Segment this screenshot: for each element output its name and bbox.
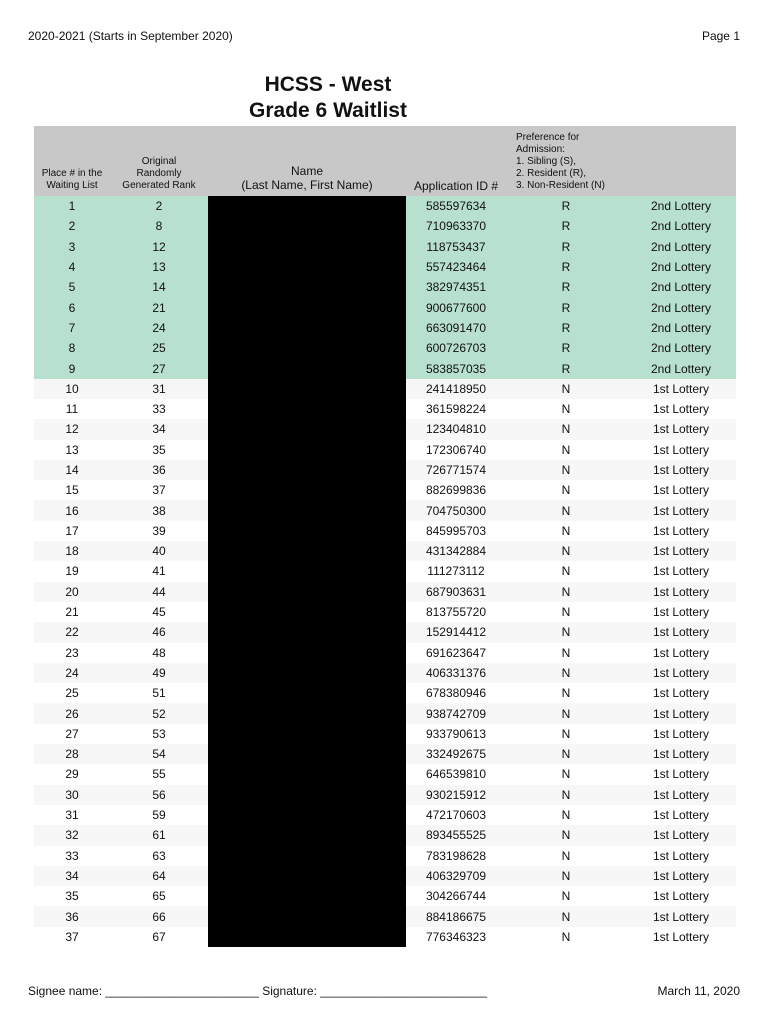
lottery-cell: 1st Lottery <box>626 927 736 947</box>
application-id-cell: 900677600 <box>406 297 506 317</box>
application-id-cell: 691623647 <box>406 643 506 663</box>
preference-cell: N <box>506 724 626 744</box>
application-id-cell: 406329709 <box>406 866 506 886</box>
rank-header-line: Original <box>141 156 177 167</box>
rank-cell: 40 <box>110 541 208 561</box>
table-row <box>34 460 736 480</box>
rank-cell: 65 <box>110 886 208 906</box>
lottery-cell: 2nd Lottery <box>626 196 736 216</box>
lottery-cell: 1st Lottery <box>626 379 736 399</box>
rank-cell: 38 <box>110 500 208 520</box>
place-cell: 1 <box>34 196 110 216</box>
pref-header-line: Admission: <box>516 144 565 155</box>
place-cell: 11 <box>34 399 110 419</box>
table-row <box>34 541 736 561</box>
name-cell-redacted <box>208 419 406 439</box>
lottery-cell: 1st Lottery <box>626 886 736 906</box>
place-cell: 21 <box>34 602 110 622</box>
preference-cell: N <box>506 805 626 825</box>
place-cell: 4 <box>34 257 110 277</box>
preference-cell: N <box>506 886 626 906</box>
name-cell-redacted <box>208 379 406 399</box>
place-cell: 16 <box>34 500 110 520</box>
name-cell-redacted <box>208 825 406 845</box>
lottery-cell: 1st Lottery <box>626 785 736 805</box>
rank-cell: 44 <box>110 582 208 602</box>
name-header-line: Name <box>290 164 323 178</box>
name-cell-redacted <box>208 460 406 480</box>
lottery-cell: 1st Lottery <box>626 521 736 541</box>
rank-cell: 55 <box>110 764 208 784</box>
rank-cell: 35 <box>110 440 208 460</box>
table-row <box>34 196 736 216</box>
place-cell: 22 <box>34 622 110 642</box>
application-id-cell: 813755720 <box>406 602 506 622</box>
lottery-cell: 1st Lottery <box>626 602 736 622</box>
place-column-header <box>34 126 110 196</box>
place-cell: 15 <box>34 480 110 500</box>
lottery-cell: 1st Lottery <box>626 744 736 764</box>
rank-cell: 61 <box>110 825 208 845</box>
place-cell: 8 <box>34 338 110 358</box>
rank-column-header <box>110 126 208 196</box>
rank-cell: 49 <box>110 663 208 683</box>
application-id-column-header: Application ID # <box>406 126 506 196</box>
preference-cell: R <box>506 318 626 338</box>
preference-cell: N <box>506 460 626 480</box>
rank-cell: 33 <box>110 399 208 419</box>
name-cell-redacted <box>208 846 406 866</box>
name-column-header <box>208 126 406 196</box>
name-cell-redacted <box>208 237 406 257</box>
table-row <box>34 703 736 723</box>
name-cell-redacted <box>208 744 406 764</box>
place-cell: 31 <box>34 805 110 825</box>
preference-column-header <box>506 126 626 196</box>
rank-header-line: Generated Rank <box>122 180 196 191</box>
place-cell: 36 <box>34 906 110 926</box>
preference-cell: N <box>506 683 626 703</box>
application-id-cell: 938742709 <box>406 703 506 723</box>
application-id-cell: 361598224 <box>406 399 506 419</box>
place-cell: 6 <box>34 297 110 317</box>
rank-cell: 56 <box>110 785 208 805</box>
place-cell: 12 <box>34 419 110 439</box>
place-cell: 33 <box>34 846 110 866</box>
table-row <box>34 785 736 805</box>
place-cell: 7 <box>34 318 110 338</box>
lottery-cell: 2nd Lottery <box>626 318 736 338</box>
name-cell-redacted <box>208 764 406 784</box>
table-row <box>34 886 736 906</box>
lottery-cell: 1st Lottery <box>626 866 736 886</box>
preference-cell: N <box>506 419 626 439</box>
preference-cell: N <box>506 379 626 399</box>
name-cell-redacted <box>208 927 406 947</box>
preference-cell: R <box>506 216 626 236</box>
table-row <box>34 277 736 297</box>
lottery-cell: 1st Lottery <box>626 399 736 419</box>
preference-cell: N <box>506 480 626 500</box>
preference-cell: R <box>506 338 626 358</box>
preference-cell: N <box>506 744 626 764</box>
rank-cell: 64 <box>110 866 208 886</box>
table-row <box>34 643 736 663</box>
application-id-cell: 678380946 <box>406 683 506 703</box>
preference-cell: N <box>506 622 626 642</box>
application-id-cell: 783198628 <box>406 846 506 866</box>
rank-cell: 53 <box>110 724 208 744</box>
lottery-cell: 1st Lottery <box>626 825 736 845</box>
application-id-cell: 111273112 <box>406 561 506 581</box>
preference-cell: N <box>506 440 626 460</box>
rank-cell: 66 <box>110 906 208 926</box>
table-row <box>34 724 736 744</box>
preference-cell: R <box>506 237 626 257</box>
rank-cell: 27 <box>110 358 208 378</box>
table-header-row <box>34 126 736 196</box>
preference-cell: N <box>506 500 626 520</box>
table-row <box>34 338 736 358</box>
application-id-cell: 884186675 <box>406 906 506 926</box>
preference-cell: N <box>506 906 626 926</box>
table-row <box>34 825 736 845</box>
signature-line: Signee name: _______________________ Signature: _________________________ <box>28 984 488 998</box>
rank-cell: 54 <box>110 744 208 764</box>
table-row <box>34 602 736 622</box>
title-line-2: Grade 6 Waitlist <box>249 99 407 122</box>
rank-cell: 51 <box>110 683 208 703</box>
name-cell-redacted <box>208 785 406 805</box>
lottery-cell: 1st Lottery <box>626 906 736 926</box>
place-cell: 35 <box>34 886 110 906</box>
table-row <box>34 744 736 764</box>
rank-cell: 13 <box>110 257 208 277</box>
lottery-cell: 1st Lottery <box>626 683 736 703</box>
preference-cell: N <box>506 541 626 561</box>
place-cell: 19 <box>34 561 110 581</box>
rank-cell: 48 <box>110 643 208 663</box>
name-cell-redacted <box>208 561 406 581</box>
lottery-cell: 1st Lottery <box>626 805 736 825</box>
lottery-cell: 1st Lottery <box>626 582 736 602</box>
name-header-line: (Last Name, First Name) <box>241 178 373 192</box>
school-year-label: 2020-2021 (Starts in September 2020) <box>28 29 233 43</box>
name-cell-redacted <box>208 582 406 602</box>
application-id-cell: 583857035 <box>406 358 506 378</box>
preference-cell: R <box>506 297 626 317</box>
lottery-cell: 1st Lottery <box>626 419 736 439</box>
preference-cell: R <box>506 257 626 277</box>
table-row <box>34 927 736 947</box>
lottery-cell: 1st Lottery <box>626 846 736 866</box>
rank-cell: 24 <box>110 318 208 338</box>
document-date: March 11, 2020 <box>657 984 740 998</box>
table-row <box>34 480 736 500</box>
application-id-cell: 600726703 <box>406 338 506 358</box>
place-cell: 26 <box>34 703 110 723</box>
application-id-cell: 118753437 <box>406 237 506 257</box>
application-id-cell: 726771574 <box>406 460 506 480</box>
rank-cell: 21 <box>110 297 208 317</box>
name-cell-redacted <box>208 277 406 297</box>
lottery-cell: 1st Lottery <box>626 440 736 460</box>
application-id-cell: 472170603 <box>406 805 506 825</box>
table-row <box>34 419 736 439</box>
rank-cell: 46 <box>110 622 208 642</box>
preference-cell: N <box>506 521 626 541</box>
lottery-cell: 2nd Lottery <box>626 338 736 358</box>
application-id-cell: 585597634 <box>406 196 506 216</box>
application-id-cell: 845995703 <box>406 521 506 541</box>
place-cell: 2 <box>34 216 110 236</box>
lottery-cell: 1st Lottery <box>626 703 736 723</box>
application-id-cell: 382974351 <box>406 277 506 297</box>
application-id-cell: 241418950 <box>406 379 506 399</box>
preference-cell: N <box>506 399 626 419</box>
rank-cell: 8 <box>110 216 208 236</box>
table-row <box>34 663 736 683</box>
preference-cell: N <box>506 764 626 784</box>
lottery-cell: 1st Lottery <box>626 622 736 642</box>
table-row <box>34 846 736 866</box>
table-row <box>34 521 736 541</box>
name-cell-redacted <box>208 521 406 541</box>
application-id-cell: 431342884 <box>406 541 506 561</box>
name-cell-redacted <box>208 805 406 825</box>
application-id-cell: 893455525 <box>406 825 506 845</box>
lottery-cell: 1st Lottery <box>626 460 736 480</box>
name-cell-redacted <box>208 663 406 683</box>
waitlist-body <box>34 196 736 947</box>
application-id-cell: 557423464 <box>406 257 506 277</box>
table-row <box>34 683 736 703</box>
name-cell-redacted <box>208 480 406 500</box>
page-number: Page 1 <box>701 29 740 43</box>
place-cell: 17 <box>34 521 110 541</box>
application-id-cell: 646539810 <box>406 764 506 784</box>
application-id-cell: 930215912 <box>406 785 506 805</box>
table-row <box>34 216 736 236</box>
application-id-cell: 332492675 <box>406 744 506 764</box>
preference-cell: N <box>506 785 626 805</box>
lottery-cell: 1st Lottery <box>626 663 736 683</box>
place-header-line: Place # in the <box>41 168 103 179</box>
lottery-cell: 1st Lottery <box>626 561 736 581</box>
rank-cell: 37 <box>110 480 208 500</box>
pref-header-line: 1. Sibling (S), <box>516 156 577 167</box>
name-cell-redacted <box>208 297 406 317</box>
rank-cell: 12 <box>110 237 208 257</box>
table-row <box>34 379 736 399</box>
application-id-cell: 172306740 <box>406 440 506 460</box>
preference-cell: N <box>506 582 626 602</box>
name-cell-redacted <box>208 602 406 622</box>
place-cell: 13 <box>34 440 110 460</box>
lottery-cell: 2nd Lottery <box>626 277 736 297</box>
lottery-cell: 2nd Lottery <box>626 297 736 317</box>
title-line-1: HCSS - West <box>264 73 392 96</box>
application-id-cell: 933790613 <box>406 724 506 744</box>
rank-cell: 31 <box>110 379 208 399</box>
lottery-cell: 1st Lottery <box>626 541 736 561</box>
application-id-cell: 704750300 <box>406 500 506 520</box>
table-row <box>34 582 736 602</box>
preference-cell: N <box>506 703 626 723</box>
place-cell: 37 <box>34 927 110 947</box>
lottery-cell: 2nd Lottery <box>626 257 736 277</box>
rank-cell: 34 <box>110 419 208 439</box>
table-row <box>34 358 736 378</box>
place-cell: 3 <box>34 237 110 257</box>
place-cell: 10 <box>34 379 110 399</box>
preference-cell: N <box>506 602 626 622</box>
rank-cell: 2 <box>110 196 208 216</box>
rank-cell: 36 <box>110 460 208 480</box>
pref-header-line: 2. Resident (R), <box>516 168 587 179</box>
rank-cell: 59 <box>110 805 208 825</box>
page-title <box>0 72 656 124</box>
place-cell: 25 <box>34 683 110 703</box>
name-cell-redacted <box>208 866 406 886</box>
name-cell-redacted <box>208 338 406 358</box>
rank-cell: 41 <box>110 561 208 581</box>
application-id-cell: 882699836 <box>406 480 506 500</box>
table-row <box>34 399 736 419</box>
lottery-cell: 2nd Lottery <box>626 237 736 257</box>
name-cell-redacted <box>208 440 406 460</box>
application-id-cell: 776346323 <box>406 927 506 947</box>
rank-cell: 52 <box>110 703 208 723</box>
table-row <box>34 297 736 317</box>
preference-cell: N <box>506 561 626 581</box>
place-cell: 27 <box>34 724 110 744</box>
pref-header-line: Preference for <box>516 132 580 143</box>
lottery-cell: 2nd Lottery <box>626 358 736 378</box>
name-cell-redacted <box>208 886 406 906</box>
place-cell: 18 <box>34 541 110 561</box>
table-row <box>34 866 736 886</box>
name-cell-redacted <box>208 906 406 926</box>
table-row <box>34 805 736 825</box>
rank-cell: 63 <box>110 846 208 866</box>
application-id-cell: 710963370 <box>406 216 506 236</box>
name-cell-redacted <box>208 724 406 744</box>
table-row <box>34 561 736 581</box>
table-row <box>34 257 736 277</box>
place-cell: 23 <box>34 643 110 663</box>
place-cell: 30 <box>34 785 110 805</box>
name-cell-redacted <box>208 216 406 236</box>
name-cell-redacted <box>208 257 406 277</box>
table-row <box>34 622 736 642</box>
name-cell-redacted <box>208 643 406 663</box>
table-row <box>34 764 736 784</box>
preference-cell: N <box>506 846 626 866</box>
table-row <box>34 318 736 338</box>
application-id-cell: 687903631 <box>406 582 506 602</box>
name-cell-redacted <box>208 196 406 216</box>
application-id-cell: 406331376 <box>406 663 506 683</box>
name-cell-redacted <box>208 399 406 419</box>
preference-cell: R <box>506 196 626 216</box>
name-cell-redacted <box>208 358 406 378</box>
lottery-cell: 1st Lottery <box>626 724 736 744</box>
place-cell: 9 <box>34 358 110 378</box>
lottery-column-header <box>626 126 736 196</box>
place-cell: 5 <box>34 277 110 297</box>
preference-cell: N <box>506 643 626 663</box>
application-id-cell: 123404810 <box>406 419 506 439</box>
table-row <box>34 237 736 257</box>
place-cell: 29 <box>34 764 110 784</box>
preference-cell: N <box>506 663 626 683</box>
place-cell: 14 <box>34 460 110 480</box>
rank-cell: 67 <box>110 927 208 947</box>
rank-cell: 45 <box>110 602 208 622</box>
table-row <box>34 906 736 926</box>
table-row <box>34 500 736 520</box>
lottery-cell: 2nd Lottery <box>626 216 736 236</box>
name-cell-redacted <box>208 703 406 723</box>
name-cell-redacted <box>208 622 406 642</box>
preference-cell: R <box>506 358 626 378</box>
waitlist-table <box>34 126 736 947</box>
name-cell-redacted <box>208 541 406 561</box>
rank-cell: 14 <box>110 277 208 297</box>
name-cell-redacted <box>208 500 406 520</box>
lottery-cell: 1st Lottery <box>626 500 736 520</box>
preference-cell: N <box>506 927 626 947</box>
rank-header-line: Randomly <box>136 168 182 179</box>
rank-cell: 39 <box>110 521 208 541</box>
lottery-cell: 1st Lottery <box>626 480 736 500</box>
pref-header-line: 3. Non-Resident (N) <box>516 180 605 191</box>
table-row <box>34 440 736 460</box>
application-id-cell: 152914412 <box>406 622 506 642</box>
place-cell: 32 <box>34 825 110 845</box>
name-cell-redacted <box>208 683 406 703</box>
place-header-line: Waiting List <box>46 180 98 191</box>
rank-cell: 25 <box>110 338 208 358</box>
place-cell: 20 <box>34 582 110 602</box>
place-cell: 28 <box>34 744 110 764</box>
application-id-cell: 304266744 <box>406 886 506 906</box>
preference-cell: N <box>506 866 626 886</box>
place-cell: 24 <box>34 663 110 683</box>
application-id-cell: 663091470 <box>406 318 506 338</box>
name-cell-redacted <box>208 318 406 338</box>
lottery-cell: 1st Lottery <box>626 764 736 784</box>
preference-cell: R <box>506 277 626 297</box>
place-cell: 34 <box>34 866 110 886</box>
lottery-cell: 1st Lottery <box>626 643 736 663</box>
preference-cell: N <box>506 825 626 845</box>
